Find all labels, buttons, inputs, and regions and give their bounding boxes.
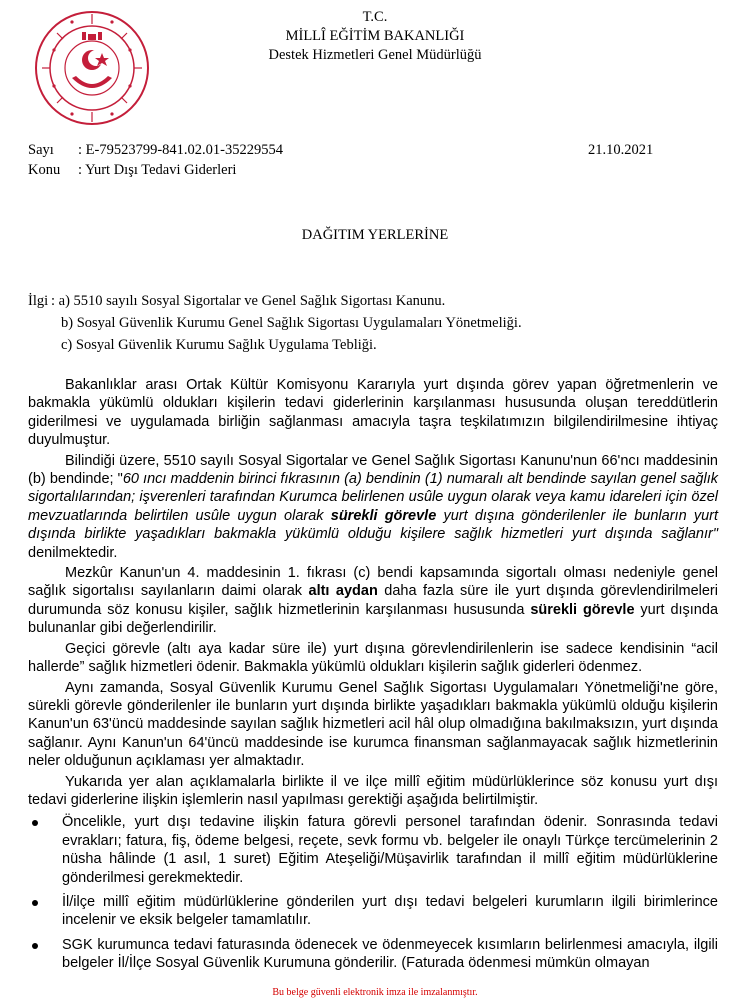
- sayi-value: : E-79523799-841.02.01-35229554: [78, 142, 283, 158]
- list-item: Öncelikle, yurt dışı tedavine ilişkin fatura görevli personel tarafından ödenir. Sonrasında tedavi evrakları; fatura, fiş, ödeme belgesi, reçete, sevk formu vb. belgeler ile onaylı Türkçe tercümelerinin 2 nüsha hâlinde (1 asıl, 1 suret) Eğitim Ateşeliği/Müşavirlik tarafından il millî eğitim müdürlüklerine gönderilmesi gerekmektedir.: [28, 813, 718, 887]
- paragraph-2: Bilindiği üzere, 5510 sayılı Sosyal Sigortalar ve Genel Sağlık Sigortası Kanunu'nun 66'ncı maddesinin (b) bendinde; "60 ıncı maddenin birinci fıkrasının (a) bendinin (1) numaralı alt bendinde sayılan genel sağlık sigortalılarından; işverenleri tarafından Kurumca belirlenen usûle uygun olarak veya kamu idareleri için özel mevzuatlarında belirtilen usûle uygun olarak sürekli görevle yurt dışına gönderilenler ile bunların yurt dışında birlikte yaşadıkları bakmakla yükümlü olduğu kişilere sağlık hizmetleri yurt dışında sağlanır" denilmektedir.: [28, 452, 718, 561]
- header-tc: T.C.: [362, 9, 388, 25]
- ilgi-item-a: : a) 5510 sayılı Sosyal Sigortalar ve Genel Sağlık Sigortası Kanunu.: [51, 293, 446, 309]
- bullet-icon: [32, 900, 38, 906]
- paragraph-5: Aynı zamanda, Sosyal Güvenlik Kurumu Genel Sağlık Sigortası Uygulamaları Yönetmeliği'ne göre, sürekli görevle gönderilenler ile bunların yurt dışında birlikte yaşadıkları bakmakla yükümlü olduğu kişilerin Kanun'un 63'üncü maddesinde sayılan sağlık hizmetleri acil hâl olup olmadığına bakılmaksızın, yurt dışında sağlanır. Aynı Kanun'un 64'üncü maddesinde ise kurumca finansman sağlanmayacak sağlık hizmetlerinin neler olduğunun açıklaması yer almaktadır.: [28, 679, 718, 770]
- distribution-heading: DAĞITIM YERLERİNE: [301, 227, 449, 243]
- ilgi-label: İlgi: [28, 293, 49, 309]
- ilgi-item-c: c) Sosyal Güvenlik Kurumu Sağlık Uygulama Tebliği.: [61, 337, 377, 353]
- konu-value: : Yurt Dışı Tedavi Giderleri: [78, 162, 237, 178]
- paragraph-4: Geçici görevle (altı aya kadar süre ile) yurt dışına görevlendirilenlerin ise sadece kendisinin “acil hallerde” sağlık hizmetleri ödenir. Bakmakla yükümlü oldukları kişilerin sağlık giderleri ödenmez.: [28, 640, 718, 676]
- header-ministry: MİLLÎ EĞİTİM BAKANLIĞI: [285, 28, 465, 44]
- list-item: SGK kurumunca tedavi faturasında ödenecek ve ödenmeyecek kısımların belirlenmesi amacıyla, ilgili belgeler İl/İlçe Sosyal Güvenlik Kurumuna gönderilir. (Faturada ödenmesi mümkün olmayan: [28, 936, 718, 973]
- procedure-list: [28, 813, 718, 972]
- header-directorate: Destek Hizmetleri Genel Müdürlüğü: [268, 47, 482, 63]
- bullet-icon: [32, 820, 38, 826]
- konu-label: Konu: [28, 162, 61, 178]
- e-signature-note: Bu belge güvenli elektronik imza ile imzalanmıştır.: [272, 987, 478, 998]
- sayi-label: Sayı: [28, 142, 54, 158]
- paragraph-6: Yukarıda yer alan açıklamalarla birlikte il ve ilçe millî eğitim müdürlüklerince söz konusu yurt dışı tedavi giderlerine ilişkin işlemlerin nasıl yapılması gerektiği aşağıda belirtilmiştir.: [28, 773, 718, 808]
- bullet-icon: [32, 943, 38, 949]
- paragraph-1: Bakanlıklar arası Ortak Kültür Komisyonu Kararıyla yurt dışında görev yapan öğretmenlerin ve bakmakla yükümlü oldukları kişilerin tedavi giderlerinin karşılanması hususunda oluşan tereddütlerin giderilmesi ve uygulamada birliğin sağlanması amacıyla taşra teşkilatımızın bilgilendirilmesine ihtiyaç duyulmuştur.: [28, 377, 718, 449]
- ilgi-item-b: b) Sosyal Güvenlik Kurumu Genel Sağlık Sigortası Uygulamaları Yönetmeliği.: [61, 315, 522, 331]
- list-item: İl/ilçe millî eğitim müdürlüklerine gönderilen yurt dışı tedavi belgeleri kurumların ilgili birimlerince incelenir ve eksik belgeler tamamlatılır.: [28, 893, 718, 930]
- document-date: 21.10.2021: [588, 142, 654, 158]
- paragraph-3: Mezkûr Kanun'un 4. maddesinin 1. fıkrası (c) bendi kapsamında sigortalı olması nedeniyle genel sağlık sigortalısı sayılanların daimi olarak altı aydan daha fazla süre ile yurt dışında görevlendirilmeleri durumunda söz konusu kişiler, sağlık hizmetlerinin karşılanması hususunda sürekli görevle yurt dışında bulunanlar gibi değerlendirilir.: [28, 565, 719, 637]
- letter-body: [28, 376, 718, 979]
